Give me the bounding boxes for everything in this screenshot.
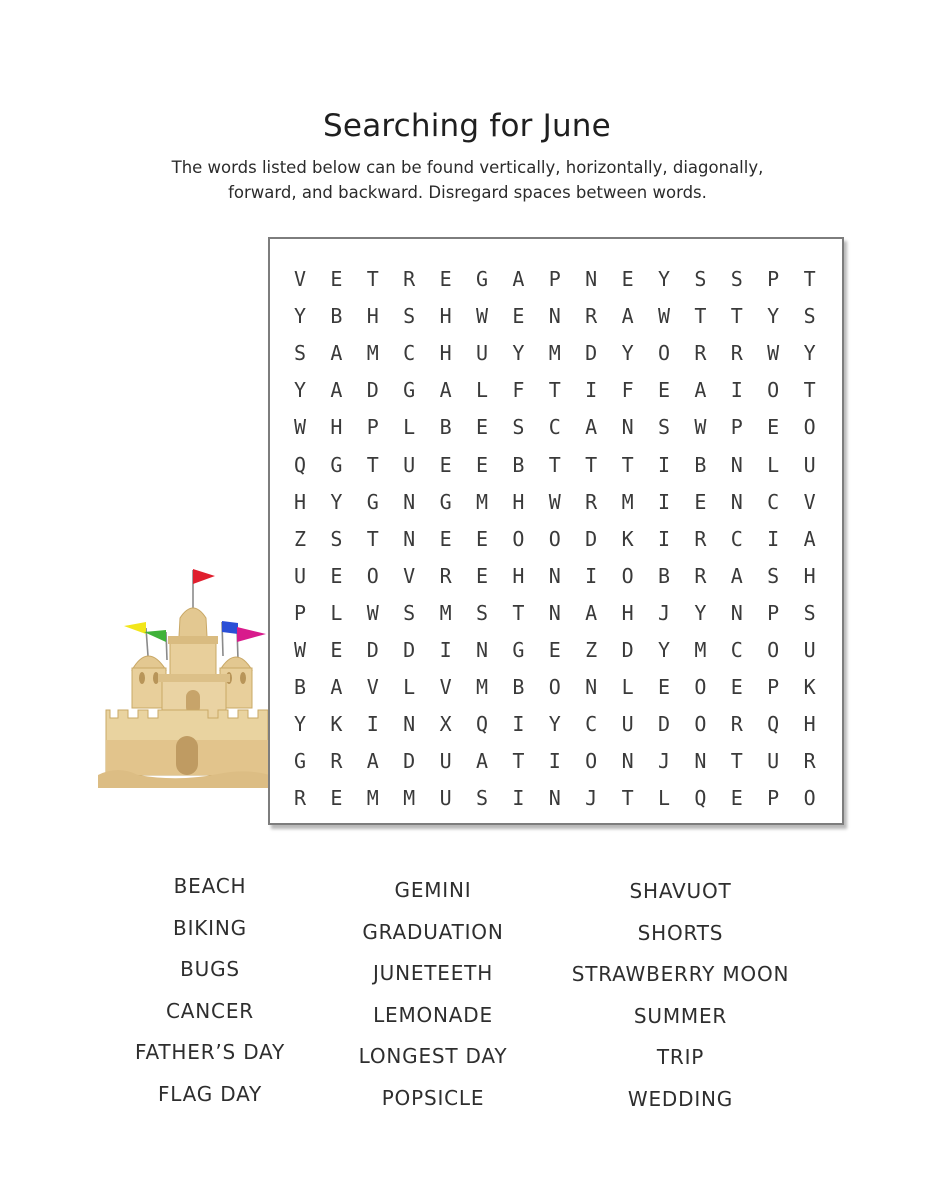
grid-letter: M <box>475 675 489 700</box>
grid-letter: P <box>767 267 780 291</box>
grid-letter: B <box>512 675 525 700</box>
grid-letter: B <box>512 452 525 477</box>
grid-letter: L <box>767 452 780 477</box>
magenta-flag-icon <box>237 627 266 642</box>
grid-letter: H <box>512 489 525 514</box>
grid-letter: L <box>657 786 671 811</box>
grid-letter: Q <box>293 452 307 477</box>
grid-letter: G <box>512 638 525 662</box>
word-list-column-2 <box>318 872 548 1121</box>
grid-letter: V <box>403 563 416 588</box>
grid-letter: S <box>475 786 489 811</box>
grid-letter: E <box>694 489 707 514</box>
grid-letter: I <box>767 526 780 551</box>
grid-letter: R <box>293 786 307 811</box>
grid-letter: S <box>403 600 416 625</box>
grid-letter: B <box>330 304 343 329</box>
word-item: GRADUATION <box>362 919 504 944</box>
grid-letter: P <box>293 600 307 625</box>
instructions <box>95 155 840 205</box>
grid-letter: T <box>730 304 743 329</box>
grid-letter: J <box>657 600 671 625</box>
grid-letter: D <box>657 712 671 737</box>
grid-letter: C <box>767 489 780 514</box>
grid-letter: N <box>730 489 743 514</box>
grid-letter: H <box>621 600 634 625</box>
grid-letter: N <box>548 304 561 329</box>
grid-letter: A <box>730 563 743 588</box>
grid-letter: S <box>293 341 307 366</box>
grid-letter: Y <box>657 638 671 662</box>
grid-letter: N <box>403 712 416 737</box>
grid-letter: O <box>803 415 816 440</box>
word-item: BEACH <box>173 874 247 898</box>
grid-letter: H <box>439 341 452 366</box>
grid-letter: Q <box>694 786 707 811</box>
grid-letter: Y <box>621 341 634 366</box>
grid-letter: F <box>512 378 525 403</box>
grid-letter: D <box>621 638 634 662</box>
grid-letter: P <box>767 600 780 625</box>
word-item: SUMMER <box>633 1003 728 1028</box>
grid-letter: S <box>803 304 816 329</box>
grid-letter: I <box>657 526 671 551</box>
grid-letter: I <box>548 749 561 774</box>
grid-letter: A <box>330 675 343 700</box>
grid-letter: Y <box>293 712 307 737</box>
grid-letter: E <box>767 415 780 440</box>
grid-letter: Z <box>293 526 307 551</box>
grid-letter: U <box>767 749 780 774</box>
grid-letter: D <box>403 638 416 662</box>
grid-letter: I <box>512 786 525 811</box>
grid-letter: A <box>475 749 489 774</box>
grid-letter: I <box>439 638 452 662</box>
grid-letter: R <box>694 526 707 551</box>
grid-letter: R <box>585 304 598 329</box>
grid-letter: A <box>330 378 343 403</box>
instructions-line-1: The words listed below can be found vertically, horizontally, diagonally, <box>171 158 764 177</box>
word-item: LONGEST DAY <box>358 1044 508 1068</box>
grid-letter: H <box>512 563 525 588</box>
grid-letter: P <box>548 267 561 291</box>
grid-letter: S <box>767 563 780 588</box>
grid-letter: O <box>767 378 780 403</box>
grid-letter: T <box>803 267 816 291</box>
grid-letter: T <box>366 267 379 291</box>
grid-letter: W <box>293 638 307 662</box>
word-item: TRIP <box>656 1045 705 1069</box>
grid-letter: N <box>548 563 561 588</box>
grid-letter: N <box>475 638 489 662</box>
grid-letter: V <box>803 489 816 514</box>
grid-letter: W <box>694 415 707 440</box>
grid-letter: K <box>330 712 343 737</box>
grid-letter: D <box>403 749 416 774</box>
word-list-column-1 <box>95 868 325 1117</box>
grid-letter: H <box>366 304 379 329</box>
grid-letter: B <box>694 452 707 477</box>
grid-letter: S <box>803 600 816 625</box>
grid-letter: K <box>803 675 816 700</box>
grid-letter: A <box>803 526 816 551</box>
grid-letter: G <box>475 267 489 291</box>
word-item: BIKING <box>173 915 247 940</box>
grid-letter: S <box>330 526 343 551</box>
grid-letter: I <box>512 712 525 737</box>
grid-letter: C <box>730 638 743 662</box>
grid-letter: V <box>293 267 307 291</box>
word-item: SHORTS <box>637 920 724 945</box>
grid-letter: U <box>621 712 634 737</box>
grid-letter: W <box>767 341 780 366</box>
grid-letter: T <box>585 452 598 477</box>
grid-letter: U <box>803 638 816 662</box>
grid-letter: F <box>621 378 634 403</box>
grid-letter: U <box>403 452 416 477</box>
blue-flag-icon <box>222 621 238 634</box>
grid-letter: P <box>767 675 780 700</box>
grid-letter: H <box>439 304 452 329</box>
grid-letter: A <box>585 415 598 440</box>
grid-letter: V <box>439 675 452 700</box>
grid-letter: R <box>585 489 598 514</box>
grid-letter: Y <box>293 304 307 329</box>
grid-letter: H <box>330 415 343 440</box>
grid-letter: T <box>366 452 379 477</box>
grid-letter: E <box>475 452 489 477</box>
grid-letter: K <box>621 526 634 551</box>
grid-letter: C <box>548 415 561 440</box>
grid-letter: A <box>621 304 634 329</box>
grid-letter: E <box>330 786 343 811</box>
grid-letter: W <box>475 304 489 329</box>
instructions-line-2: forward, and backward. Disregard spaces between words. <box>228 183 707 202</box>
grid-letter: C <box>585 712 598 737</box>
grid-letter: M <box>548 341 561 366</box>
grid-letter: Y <box>330 489 343 514</box>
word-item: SHAVUOT <box>629 879 732 903</box>
grid-letter: Y <box>657 267 671 291</box>
grid-letter: G <box>439 489 452 514</box>
grid-letter: N <box>403 526 416 551</box>
grid-letter: W <box>548 489 561 514</box>
grid-letter: X <box>439 712 452 737</box>
grid-letter: E <box>548 638 561 662</box>
grid-letter: V <box>366 675 379 700</box>
grid-letter: Y <box>548 712 561 737</box>
sandcastle-illustration <box>98 560 273 788</box>
word-search-grid <box>268 237 844 825</box>
grid-letter: E <box>621 267 634 291</box>
grid-letter: U <box>439 749 452 774</box>
grid-letter: E <box>330 267 343 291</box>
grid-letter: T <box>512 600 525 625</box>
grid-letter: N <box>730 600 743 625</box>
grid-letter: U <box>293 563 307 588</box>
grid-letter: Y <box>512 341 525 366</box>
grid-letter: R <box>694 341 707 366</box>
word-item: STRAWBERRY MOON <box>571 962 790 986</box>
grid-letter: W <box>366 600 379 625</box>
grid-letter: E <box>730 786 743 811</box>
grid-letter: E <box>730 675 743 700</box>
grid-letter: B <box>293 675 307 700</box>
grid-letter: E <box>439 526 452 551</box>
grid-letter: P <box>767 786 780 811</box>
grid-letter: A <box>366 749 379 774</box>
grid-letter: R <box>694 563 707 588</box>
grid-letter: N <box>585 267 598 291</box>
grid-letter: C <box>403 341 416 366</box>
grid-letter: O <box>548 675 561 700</box>
grid-letter: Q <box>475 712 489 737</box>
grid-letter: T <box>512 749 525 774</box>
grid-letter: I <box>730 378 743 403</box>
word-item: CANCER <box>166 998 254 1023</box>
grid-letter: M <box>366 786 379 811</box>
red-flag-icon <box>193 569 215 584</box>
grid-letter: P <box>366 415 379 440</box>
grid-letter: B <box>439 415 452 440</box>
grid-letter: O <box>366 563 379 588</box>
grid-letter: G <box>330 452 343 477</box>
grid-letter: R <box>730 712 743 737</box>
grid-letter: E <box>657 378 671 403</box>
grid-letter: S <box>657 415 671 440</box>
grid-letter: C <box>730 526 743 551</box>
grid-letter: R <box>439 563 452 588</box>
grid-letter: H <box>803 563 816 588</box>
grid-letter: T <box>694 304 707 329</box>
word-item: FLAG DAY <box>157 1081 263 1106</box>
grid-letter: E <box>475 415 489 440</box>
grid-letter: N <box>621 749 634 774</box>
grid-letter: D <box>585 341 598 366</box>
grid-letter: O <box>767 638 780 662</box>
grid-letter: N <box>694 749 707 774</box>
grid-letter: Q <box>767 712 780 737</box>
grid-letter: W <box>293 415 307 440</box>
grid-letter: O <box>694 712 707 737</box>
grid-letter: I <box>585 563 598 588</box>
grid-letter: U <box>475 341 489 366</box>
yellow-flag-icon <box>124 622 146 634</box>
grid-letter: O <box>548 526 561 551</box>
grid-letter: M <box>694 638 707 662</box>
grid-letter: E <box>475 526 489 551</box>
grid-letter: T <box>366 526 379 551</box>
grid-letter: N <box>730 452 743 477</box>
grid-letter: E <box>330 563 343 588</box>
word-item: GEMINI <box>394 878 472 902</box>
grid-letter: R <box>803 749 816 774</box>
grid-letter: G <box>366 489 379 514</box>
grid-letter: H <box>293 489 307 514</box>
grid-letter: I <box>657 452 671 477</box>
grid-letter: A <box>585 600 598 625</box>
grid-letter: P <box>730 415 743 440</box>
grid-letter: O <box>585 749 598 774</box>
grid-letter: W <box>657 304 671 329</box>
grid-letter: O <box>512 526 525 551</box>
grid-letter: E <box>475 563 489 588</box>
grid-letter: N <box>403 489 416 514</box>
grid-letter: N <box>548 600 561 625</box>
grid-letter: N <box>621 415 634 440</box>
grid-letter: O <box>621 563 634 588</box>
grid-letter: M <box>621 489 634 514</box>
grid-letter: D <box>585 526 598 551</box>
grid-letter: E <box>657 675 671 700</box>
grid-letter: T <box>548 452 561 477</box>
grid-letter: D <box>366 378 379 403</box>
grid-letter: A <box>439 378 452 403</box>
grid-letter: I <box>657 489 671 514</box>
word-item: JUNETEETH <box>372 961 494 985</box>
grid-letter: O <box>803 786 816 811</box>
grid-letter: T <box>548 378 561 403</box>
grid-letter: G <box>403 378 416 403</box>
grid-letter: Y <box>803 341 816 366</box>
grid-letter: H <box>803 712 816 737</box>
grid-letter: I <box>585 378 598 403</box>
grid-letter: A <box>694 378 707 403</box>
grid-letter: T <box>621 786 634 811</box>
grid-letter: T <box>803 378 816 403</box>
grid-letter: L <box>330 600 343 625</box>
grid-letter: T <box>621 452 634 477</box>
grid-letter: S <box>403 304 416 329</box>
grid-letter: U <box>439 786 452 811</box>
grid-letter: J <box>585 786 598 811</box>
grid-letter: L <box>403 415 416 440</box>
grid-letter: J <box>657 749 671 774</box>
word-item: BUGS <box>180 957 240 981</box>
grid-letter: D <box>366 638 379 662</box>
grid-letter: R <box>330 749 343 774</box>
word-list-column-3 <box>538 873 823 1122</box>
grid-letter: S <box>475 600 489 625</box>
word-item: FATHER’S DAY <box>135 1040 285 1064</box>
grid-letter: M <box>366 341 379 366</box>
grid-letter: E <box>439 452 452 477</box>
grid-letter: L <box>621 675 634 700</box>
grid-letter: M <box>403 786 416 811</box>
grid-letter: L <box>475 378 489 403</box>
grid-letter: S <box>694 267 707 291</box>
grid-letter: N <box>548 786 561 811</box>
grid-letter: S <box>512 415 525 440</box>
grid-letter: Y <box>767 304 780 329</box>
word-item: LEMONADE <box>373 1002 493 1027</box>
word-item: WEDDING <box>627 1086 734 1111</box>
grid-letter: O <box>657 341 671 366</box>
grid-letter: S <box>730 267 743 291</box>
grid-letter: U <box>803 452 816 477</box>
grid-letter: N <box>585 675 598 700</box>
grid-letter: L <box>403 675 416 700</box>
page-title: Searching for June <box>323 108 611 144</box>
word-item: POPSICLE <box>381 1085 485 1110</box>
grid-letter: A <box>512 267 525 291</box>
grid-letter: G <box>293 749 307 774</box>
grid-letter: M <box>439 600 452 625</box>
grid-letter: Y <box>694 600 707 625</box>
grid-letter: R <box>403 267 416 291</box>
grid-letter: I <box>366 712 379 737</box>
grid-letter: Z <box>585 638 598 662</box>
grid-letter: Y <box>293 378 307 403</box>
grid-letter: E <box>512 304 525 329</box>
grid-letter: E <box>330 638 343 662</box>
grid-letter: T <box>730 749 743 774</box>
grid-letter: O <box>694 675 707 700</box>
grid-letter: A <box>330 341 343 366</box>
grid-letter: B <box>657 563 671 588</box>
grid-letter: R <box>730 341 743 366</box>
grid-letter: M <box>475 489 489 514</box>
grid-letter: E <box>439 267 452 291</box>
